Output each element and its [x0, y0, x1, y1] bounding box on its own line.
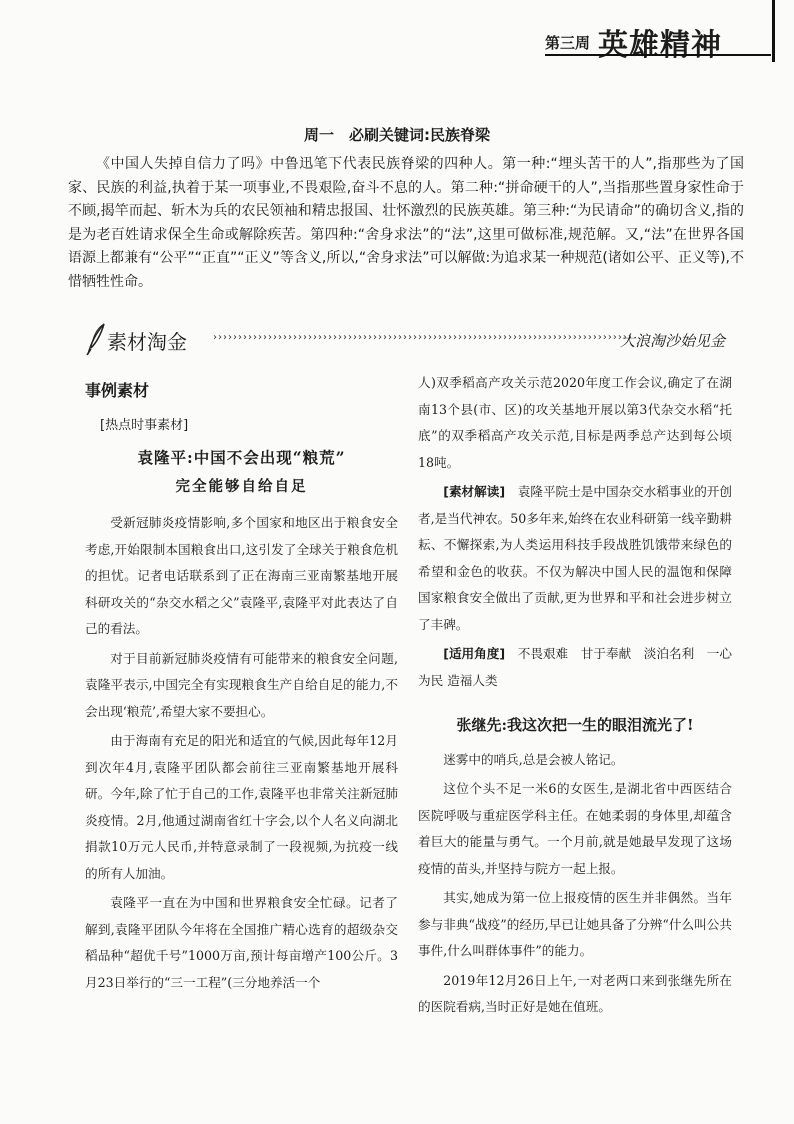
section-heading: 事例素材 [85, 381, 150, 400]
continued-paragraph: 人)双季稻高产攻关示范2020年度工作会议,确定了在湖南13个县(市、区)的攻关基地开展以第3代杂交水稻“托底”的双季稻高产攻关示范,目标是两季总产达到每公顷18吨。 [418, 375, 732, 470]
header-edge-mark [772, 0, 775, 62]
body-paragraph: 受新冠肺炎疫情影响,多个国家和地区出于粮食安全考虑,开始限制本国粮食出口,这引发了全球关于粮食危机的担忧。记者电话联系到了正在海南三亚南繁基地开展科研攻关的“杂交水稻之父”袁隆平,袁隆平对此表达了自己的看法。 [85, 515, 398, 636]
left-column [85, 370, 398, 996]
day-title: 周一 必刷关键词:民族脊梁 [304, 126, 490, 144]
material-banner [85, 318, 725, 358]
body-paragraph: 对于目前新冠肺炎疫情有可能带来的粮食安全问题,袁隆平表示,中国完全有实现粮食生产自给自足的能力,不会出现‘粮荒’,希望大家不要担心。 [85, 650, 398, 719]
article-title: 袁隆平:中国不会出现“粮荒” [137, 448, 346, 467]
banner-title: 素材淘金 [107, 330, 187, 354]
interpretation-label: [素材解读] [443, 484, 506, 499]
angles-text: 不畏艰难 甘于奉献 淡泊名利 一心为民 造福人类 [418, 646, 733, 688]
body-paragraph: 2019年12月26日上午,一对老两口来到张继先所在的医院看病,当时正好是她在值班。 [418, 972, 732, 1014]
feather-icon [85, 322, 107, 356]
article-subtitle: 完全能够自给自足 [175, 477, 308, 495]
material-tag: [热点时事素材] [100, 417, 189, 433]
page-header [545, 10, 775, 63]
angles-label: [适用角度] [443, 646, 506, 661]
interpretation-text: 袁隆平院士是中国杂交水稻事业的开创者,是当代神农。50多年来,始终在农业科研第一线辛勤耕耘、不懈探索,为人类运用科技手段战胜饥饿带来绿色的希望和金色的收获。不仅为解决中国人民的温饱和保障国家粮食安全做出了贡献,更为世界和平和社会进步树立了丰碑。 [418, 484, 733, 632]
article-title-2: 张继先:我这次把一生的眼泪流光了! [456, 716, 694, 734]
intro-paragraph: 《中国人失掉自信力了吗》中鲁迅笔下代表民族脊梁的四种人。第一种:“埋头苦干的人”,指那些为了国家、民族的利益,执着于某一项事业,不畏艰险,奋斗不息的人。第二种:“拼命硬干的人”,当指那些置身家性命于不顾,揭竿而起、斩木为兵的农民领袖和精忠报国、壮怀激烈的民族英雄。第三种:“为民请命”的确切含义,指的是为老百姓请求保全生命或解除疾苦。第四种:“舍身求法”的“法”,这里可做标准,规范解。又,“法”在世界各国语源上都兼有“公平”“正直”“正义”等含义,所以,“舍身求法”可以解做:为追求某一种规范(诸如公平、正义等),不惜牺牲性命。 [68, 156, 744, 290]
column-brand-title: 英雄精神 [598, 28, 723, 63]
body-paragraph: 迷雾中的哨兵,总是会被人铭记。 [443, 751, 624, 767]
material-interpretation [418, 479, 732, 638]
applicable-angles [418, 641, 732, 694]
body-paragraph: 袁隆平一直在为中国和世界粮食安全忙碌。记者了解到,袁隆平团队今年将在全国推广精心选育的超级杂交稻品种“超优千号”1000万亩,预计每亩增产100公斤。3月23日举行的“三一工程”(三分地养活一个 [85, 895, 398, 990]
banner-slogan: 大浪淘沙始见金 [619, 332, 725, 350]
body-paragraph: 由于海南有充足的阳光和适宜的气候,因此每年12月到次年4月,袁隆平团队都会前往三亚南繁基地开展科研。今年,除了忙于自己的工作,袁隆平也非常关注新冠肺炎疫情。2月,他通过湖南省红十字会,以个人名义向湖北捐款10万元人民币,并特意录制了一段视频,为抗疫一线的所有人加油。 [85, 733, 398, 881]
week-label: 第三周 [545, 33, 591, 52]
intro-section [68, 153, 744, 294]
body-paragraph: 其实,她成为第一位上报疫情的医生并非偶然。当年参与非典“战疫”的经历,早已让她具备了分辨“什么叫公共事件,什么叫群体事件”的能力。 [418, 890, 732, 958]
right-column [418, 370, 732, 1021]
arrow-divider: ›››››››››››››››››››››››››››››››››››››››››››››››››››››››››››››››››››››››››››››››››››› [213, 332, 633, 343]
header-rule [545, 54, 771, 56]
body-paragraph: 这位个头不足一米6的女医生,是湖北省中西医结合医院呼吸与重症医学科主任。在她柔弱的身体里,却蕴含着巨大的能量与勇气。一个月前,就是她最早发现了这场疫情的苗头,并坚持与院方一起上报。 [418, 781, 732, 876]
